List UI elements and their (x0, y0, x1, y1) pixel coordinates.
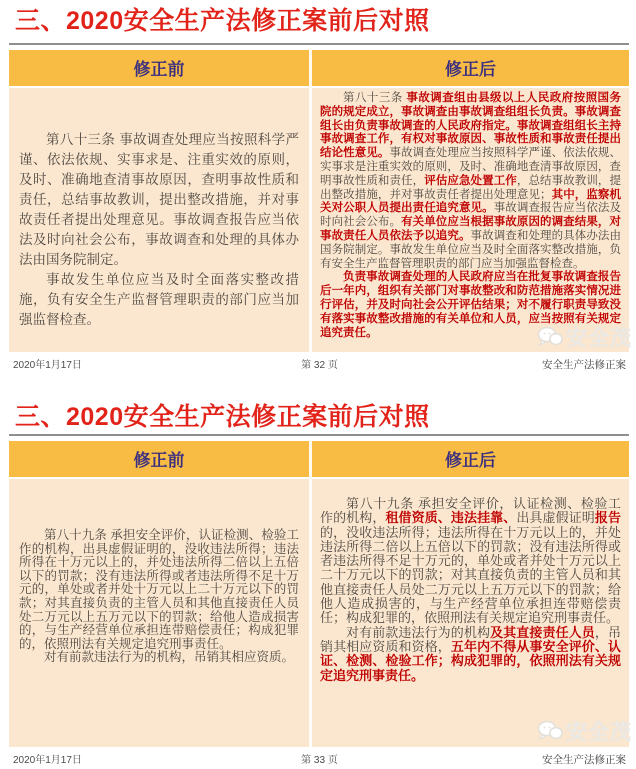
comparison-table (9, 50, 629, 352)
law-text-segment: 对有前款违法行为的机构 (346, 624, 491, 640)
law-paragraph (19, 529, 299, 651)
law-paragraph (320, 92, 621, 271)
law-text-segment: 事故发生单位应当及时全面落实整改措施，负有安全生产监督管理职责的部门应当加强监督检查。 (19, 272, 299, 327)
slide-title: 三、2020安全生产法修正案前后对照 (15, 7, 430, 35)
amended-text-segment: 租借资质、违法挂靠、 (385, 510, 517, 526)
law-text-segment: 的，没收违法所得；违法所得在十万元以上的，并处违法所得二倍以上五倍以下的罚款；没有违法所得或者违法所得不足十万元的，单处或者并处十万元以上二十万元以下的罚款；对其直接负责的主管人员和其他直接责任人员处二万元以上五万元以下的罚款；给他人造成损害的，与生产经营单位承担连带赔偿责任；构成犯罪的，依照刑法有关规定追究刑事责任。 (320, 524, 621, 626)
law-paragraph (19, 270, 299, 330)
law-text-segment: 第八十九条 承担安全评价，认证检测、检验工作的机构， (320, 496, 621, 526)
after-text-cell (312, 88, 629, 352)
law-text-segment: 事故调查处理应当按照科学严谨、依法依规、实事求是注重实效的原则，及时、准确地查清事故原因，查明事故性质和责任， (320, 147, 622, 187)
before-text-cell (9, 88, 312, 352)
footer-brand: 安全生产法修正案 (541, 359, 626, 371)
footer-page-number: 第 32 页 (301, 360, 338, 371)
title-divider (9, 43, 629, 45)
title-divider (9, 434, 629, 436)
law-text-segment: 事故调查报告应当依法及时向社会公布。 (320, 202, 622, 229)
watermark-text: 安全茂 (566, 721, 632, 744)
law-paragraph (320, 626, 621, 683)
amended-text-segment: 评估应急处置工作 (424, 174, 517, 187)
column-header-before: 修正前 (9, 441, 312, 477)
amended-text-segment: 事故调查组由县级以上人民政府按照国务院的规定成立，事故调查由事故调查组组长负责。事故调查组长由负责事故调查的人民政府指定。事故调查组组长主持事故调查工作，有权对事故原因、事故性质和事故责任提出结论性意见。 (320, 92, 621, 160)
law-paragraph (19, 651, 299, 665)
amended-text-segment: 及其直接责任人员 (490, 624, 595, 640)
column-header-after: 修正后 (445, 451, 496, 470)
amended-text-segment: 负责事故调查处理的人民政府应当在批复事故调查报告后一年内，组织有关部门对事故整改和防范措施落实情况进行评估，并及时向社会公开评估结果；对不履行职责导致没有落实事故整改措施的有关单位和人员，应当按照有关规定追究责任。 (320, 271, 621, 339)
law-text-segment: 事故调查和处理的具体办法由国务院制定。事故发生单位应当及时全面落实整改措施，负有安全生产监督管理职责的部门应当加强监督检查。 (320, 229, 622, 270)
column-header-after: 修正后 (445, 60, 496, 79)
table-header-row (9, 441, 629, 477)
slide-page-33 (0, 396, 636, 767)
comparison-table (9, 441, 629, 747)
slide-footer (9, 751, 629, 767)
law-text-segment: ，吊销其相应资质和资格， (320, 624, 621, 654)
before-text-cell (9, 479, 312, 747)
amended-text-segment: 有关单位应当根据事故原因的调查结果，对事故责任人员依法予以追究。 (320, 216, 622, 242)
table-body-row (9, 88, 629, 352)
law-text-segment: 第八十九条 承担安全评价，认证检测、检验工作的机构，出具虚假证明的，没收违法所得；违法所得在十万元以上的，并处违法所得二倍以上五倍以下的罚款；没有违法所得或者违法所得不足十万元的，单处或者并处十万元以上二十万元以下的罚款；对其直接负责的主管人员和其他直接责任人员处二万元以上五万元以下的罚款；给他人造成损害的，与生产经营单位承担连带赔偿责任；构成犯罪的，依照刑法有关规定追究刑事责任。 (19, 528, 299, 651)
after-text-cell (312, 479, 629, 747)
amended-text-segment: 五年内不得从事安全评价、认证、检测、检验工作；构成犯罪的，依照刑法有关规定追究刑事责任。 (320, 638, 621, 683)
slide-page-32 (0, 0, 636, 371)
law-text-segment: 出具虚假证明 (516, 510, 595, 526)
column-header-before: 修正前 (9, 50, 312, 86)
law-text-segment: ，总结事故教训，提出整改措施，并对事故责任者提出处理意见； (320, 174, 622, 201)
table-body-row (9, 479, 629, 747)
footer-brand: 安全生产法修正案 (541, 754, 626, 766)
footer-date: 2020年1月17日 (13, 755, 82, 766)
law-paragraph (320, 271, 621, 340)
law-paragraph (320, 497, 621, 626)
law-text-segment: 对有前款违法行为的机构，吊销其相应资质。 (44, 650, 295, 665)
slide-footer (9, 356, 629, 372)
law-text-segment: 第八十三条 事故调查处理应当按照科学严谨、依法依规、实事求是、注重实效的原则，及时、准确地查清事故原因，查明事故性质和责任，总结事故教训，提出整改措施，并对事故责任者提出处理意见。事故调查报告应当依法及时向社会公布，事故调查和处理的具体办法由国务院制定。 (19, 132, 299, 267)
slide-title: 三、2020安全生产法修正案前后对照 (15, 403, 430, 431)
law-text-segment: 第八十三条 (343, 92, 407, 104)
amended-text-segment: 报告 (594, 510, 621, 526)
table-header-row (9, 50, 629, 86)
law-paragraph (19, 130, 299, 270)
footer-date: 2020年1月17日 (13, 360, 82, 371)
watermark-text: 安全茂 (566, 327, 632, 350)
amended-text-segment: 其中，监察机关对公职人员提出责任追究意见。 (320, 188, 622, 215)
footer-page-number: 第 33 页 (301, 755, 338, 766)
